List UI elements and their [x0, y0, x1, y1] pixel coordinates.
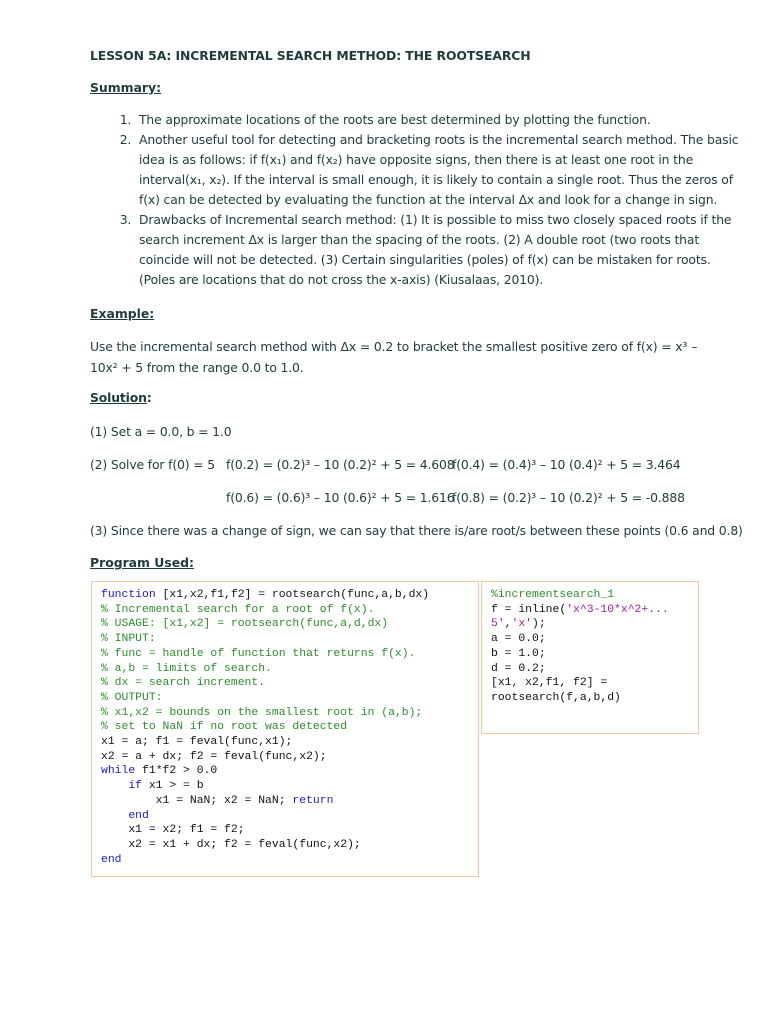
code-token: 'x^3-10*x^2+... — [566, 603, 669, 616]
code-token: x1 = x2; f1 = f2; x2 = x1 + dx; f2 = feval(func,x2); — [128, 824, 361, 851]
code-token: %incrementsearch_1 — [491, 589, 615, 601]
code-token: x1 > = b x1 = NaN; x2 = NaN; — [148, 780, 286, 807]
code-token: if — [128, 780, 143, 793]
code-token: f = inline( — [491, 603, 567, 616]
program-heading: Program Used: — [90, 555, 194, 570]
summary-list — [90, 110, 745, 290]
code-token: end — [128, 809, 149, 822]
summary-item: 3. Drawbacks of Incremental search method: (1) It is possible to miss two closely spaced roots if the search increment Δx is larger than the spacing of the roots. (2) A double root (two roots that coincide will not be detected. (3) Certain singularities (poles) of f(x) can be mistaken for roots. (Poles are locations that do not cross the x-axis) (Kiusalaas, 2010). — [135, 210, 745, 290]
equation-f08: f(0.8) = (0.2)³ – 10 (0.2)² + 5 = -0.888 — [452, 490, 685, 505]
example-text: Use the incremental search method with Δx = 0.2 to bracket the smallest positive zero of f(x) = x³ – 10x² + 5 from the range 0.0 to 1.0. — [90, 339, 698, 375]
equation-f04: f(0.4) = (0.4)³ – 10 (0.4)² + 5 = 3.464 — [452, 457, 681, 472]
code-token: [x1,x2,f1,f2] = rootsearch(func,a,b,dx) — [162, 589, 430, 601]
incrementsearch-code — [482, 582, 698, 706]
code-token: return — [292, 794, 334, 807]
code-token: 5' — [491, 618, 505, 631]
code-token: , — [504, 618, 512, 631]
summary-item: 1. The approximate locations of the roots are best determined by plotting the function. — [135, 110, 745, 130]
code-token: ); a = 0.0; b = 1.0; d = 0.2; [x1, x2,f1, f2] = rootsearch(f,a,b,d) — [491, 618, 621, 704]
summary-item: 2. Another useful tool for detecting and bracketing roots is the incremental search method. The basic idea is as follows: if f(x₁) and f(x₂) have opposite signs, then there is at least one root in the interval(x₁, x₂). If the interval is small enough, it is likely to contain a single root. Thus the zeros of f(x) can be detected by evaluating the function at the interval Δx and look for a change in sign. — [135, 130, 745, 210]
side-code-box — [481, 581, 699, 734]
equation-f06: f(0.6) = (0.6)³ – 10 (0.6)² + 5 = 1.616 — [226, 490, 455, 505]
solution-heading: Solution — [90, 390, 147, 405]
step-3: (3) Since there was a change of sign, we can say that there is/are root/s between these points (0.6 and 0.8) — [90, 523, 743, 538]
step-1: (1) Set a = 0.0, b = 1.0 — [90, 424, 232, 439]
summary-heading: Summary: — [90, 80, 162, 95]
example-heading: Example: — [90, 306, 155, 321]
code-token: 'x' — [511, 618, 533, 631]
main-code-box — [91, 581, 479, 877]
code-token: % Incremental search for a root of f(x). % USAGE: [x1,x2] = rootsearch(func,a,d,dx) % INPUT: % func = handle of function that returns f(x). % a,b = limits of search. % dx = search increment. % OUTPUT: % x1,x2 = bounds on the smallest root in (a,b); % set to NaN if no root was detected — [101, 603, 423, 734]
step-2-label: (2) Solve for f(0) = 5 — [90, 457, 216, 472]
code-token: x1 = a; f1 = feval(func,x1); x2 = a + dx; f2 = feval(func,x2); — [101, 736, 327, 763]
code-token: end — [101, 853, 122, 866]
equation-f02: f(0.2) = (0.2)³ – 10 (0.2)² + 5 = 4.608 — [226, 457, 455, 472]
code-token — [101, 810, 128, 822]
code-token: f1*f2 > 0.0 — [142, 765, 218, 778]
solution-heading-wrap — [90, 390, 152, 405]
code-token: function — [101, 589, 156, 601]
lesson-title: LESSON 5A: INCREMENTAL SEARCH METHOD: THE ROOTSEARCH — [90, 48, 531, 63]
solution-colon: : — [146, 390, 152, 405]
rootsearch-code — [92, 582, 478, 867]
code-token: while — [101, 765, 136, 778]
